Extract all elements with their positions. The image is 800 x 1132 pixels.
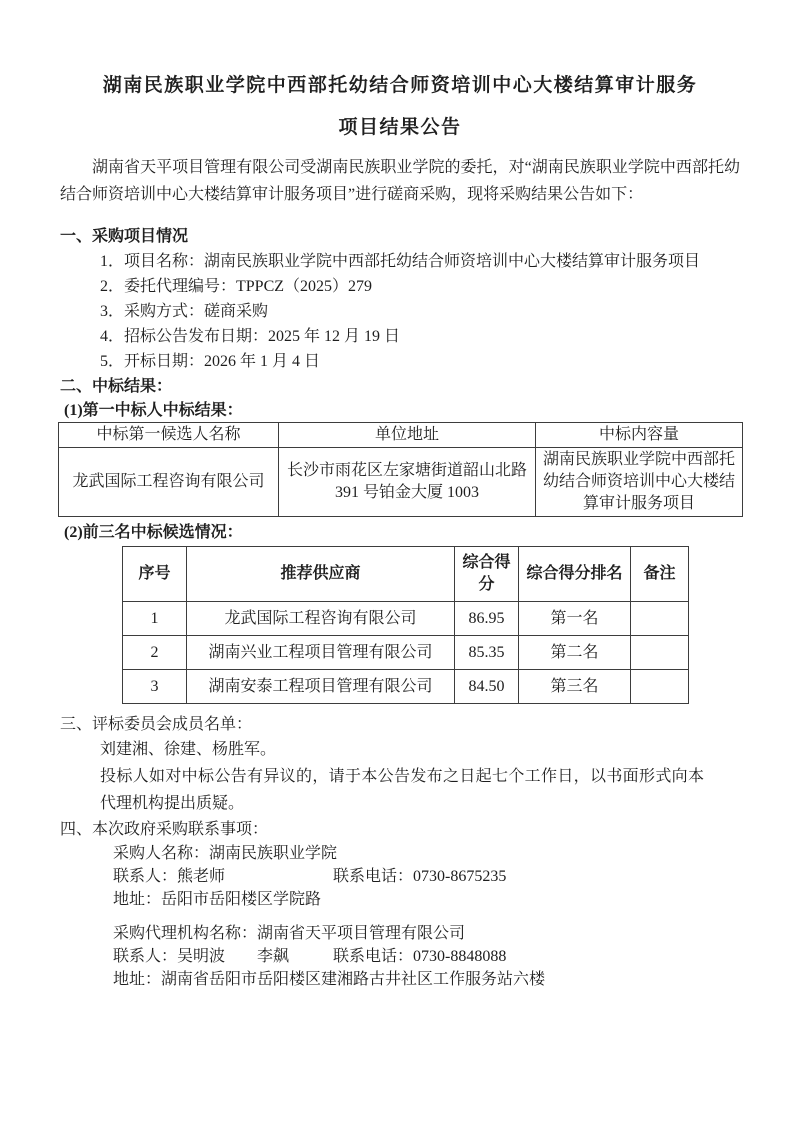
purchaser-contact-person: 联系人：熊老师 (113, 868, 226, 885)
winner-header-name: 中标第一候选人名称 (59, 423, 279, 448)
candidate-row-1 (123, 602, 689, 636)
candidate-2-no: 2 (123, 636, 187, 670)
winner-address-cell: 长沙市雨花区左家塘街道韶山北路 391 号铂金大厦 1003 (279, 448, 536, 517)
agency-contact-row (60, 945, 740, 968)
candidate-3-rank: 第三名 (519, 670, 631, 704)
candidates-header-note: 备注 (631, 547, 689, 602)
winner-table-data-row (59, 448, 743, 517)
agency-address: 地址：湖南省岳阳市岳阳楼区建湘路古井社区工作服务站六楼 (113, 971, 546, 988)
candidate-3-no: 3 (123, 670, 187, 704)
project-item-name: 1．项目名称：湖南民族职业学院中西部托幼结合师资培训中心大楼结算审计服务项目 (100, 253, 701, 270)
project-item-announce-date: 4．招标公告发布日期：2025 年 12 月 19 日 (100, 328, 401, 345)
section-4-heading: 四、本次政府采购联系事项： (60, 821, 269, 838)
winner-table (58, 422, 743, 517)
project-info-list (60, 249, 740, 374)
candidates-header-no: 序号 (123, 547, 187, 602)
candidate-3-note (631, 670, 689, 704)
purchaser-address: 地址：岳阳市岳阳楼区学院路 (113, 891, 322, 908)
agency-name: 采购代理机构名称：湖南省天平项目管理有限公司 (113, 925, 466, 942)
candidate-2-score: 85.35 (455, 636, 519, 670)
candidate-3-score: 84.50 (455, 670, 519, 704)
objection-paragraph: 投标人如对中标公告有异议的，请于本公告发布之日起七个工作日，以书面形式向本代理机构提出质疑。 (100, 768, 704, 812)
doc-title-line1: 湖南民族职业学院中西部托幼结合师资培训中心大楼结算审计服务 (102, 75, 698, 96)
candidate-3-supplier: 湖南安泰工程项目管理有限公司 (187, 670, 455, 704)
purchaser-contact-row (60, 865, 740, 888)
agency-contact-person: 联系人：吴明波 李飙 (113, 948, 290, 965)
section-3-heading: 三、评标委员会成员名单： (60, 716, 253, 733)
candidate-1-note (631, 602, 689, 636)
project-item-agency-number: 2．委托代理编号：TPPCZ（2025）279 (100, 278, 373, 295)
agency-block (60, 922, 740, 991)
winner-name-cell: 龙武国际工程咨询有限公司 (59, 448, 279, 517)
candidates-subheading: (2)前三名中标候选情况： (64, 524, 243, 541)
purchaser-phone: 联系电话：0730-8675235 (333, 868, 507, 885)
doc-title-line2: 项目结果公告 (338, 117, 462, 138)
section-1-heading: 一、采购项目情况 (60, 228, 189, 245)
project-item-open-date: 5．开标日期：2026 年 1 月 4 日 (100, 353, 321, 370)
candidates-header-score: 综合得分 (455, 547, 519, 602)
candidate-1-no: 1 (123, 602, 187, 636)
winner-table-header-row (59, 423, 743, 448)
winner-content-cell: 湖南民族职业学院中西部托幼结合师资培训中心大楼结算审计服务项目 (536, 448, 743, 517)
purchaser-block (60, 842, 740, 911)
candidates-header-rank: 综合得分排名 (519, 547, 631, 602)
purchaser-name: 采购人名称：湖南民族职业学院 (113, 845, 338, 862)
candidates-header-row (123, 547, 689, 602)
committee-members: 刘建湘、徐建、杨胜军。 (100, 741, 277, 758)
candidate-2-rank: 第二名 (519, 636, 631, 670)
candidate-1-supplier: 龙武国际工程咨询有限公司 (187, 602, 455, 636)
agency-phone: 联系电话：0730-8848088 (333, 948, 507, 965)
candidate-row-3 (123, 670, 689, 704)
candidate-row-2 (123, 636, 689, 670)
candidate-1-score: 86.95 (455, 602, 519, 636)
intro-paragraph: 湖南省天平项目管理有限公司受湖南民族职业学院的委托，对“湖南民族职业学院中西部托幼结合师资培训中心大楼结算审计服务项目”进行磋商采购，现将采购结果公告如下： (60, 159, 740, 203)
winner-header-content: 中标内容量 (536, 423, 743, 448)
project-item-method: 3．采购方式：磋商采购 (100, 303, 269, 320)
section-2-heading: 二、中标结果： (60, 378, 173, 395)
candidates-header-supplier: 推荐供应商 (187, 547, 455, 602)
winner-result-subheading: (1)第一中标人中标结果： (64, 402, 243, 419)
candidate-2-note (631, 636, 689, 670)
candidate-2-supplier: 湖南兴业工程项目管理有限公司 (187, 636, 455, 670)
winner-header-address: 单位地址 (279, 423, 536, 448)
candidates-table (122, 546, 689, 704)
candidate-1-rank: 第一名 (519, 602, 631, 636)
